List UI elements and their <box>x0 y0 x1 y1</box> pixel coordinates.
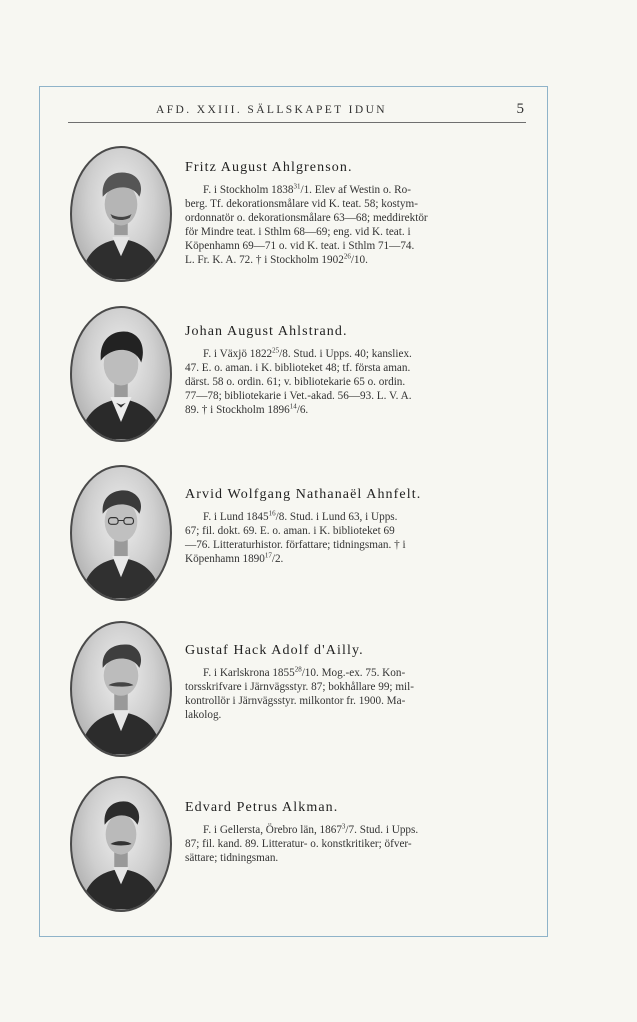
portrait-photo <box>70 776 172 912</box>
entry-line: Köpenhamn 69—71 o. vid K. teat. i Sthlm 71—74. <box>185 240 415 252</box>
entry-line: lakolog. <box>185 709 222 721</box>
entry-text <box>185 160 527 267</box>
entry-text <box>185 800 527 865</box>
entry-line: sättare; tidningsman. <box>185 852 279 864</box>
entry-line: F. i Karlskrona 1855$^{28}$/10. Mog.-ex. 75. Kon- <box>203 665 406 679</box>
portrait-photo <box>70 146 172 282</box>
person-name: Gustaf Hack Adolf d'Ailly. <box>185 643 364 658</box>
entry-line: torsskrifvare i Järnvägsstyr. 87; bokhållare 99; mil- <box>185 681 414 693</box>
person-silhouette-icon <box>72 778 170 910</box>
biography-entry <box>70 621 530 761</box>
person-name: Johan August Ahlstrand. <box>185 324 348 339</box>
entry-text <box>185 643 527 722</box>
portrait-photo <box>70 621 172 757</box>
entry-line: L. Fr. K. A. 72. † i Stockholm 1902$^{26}$/10. <box>185 252 368 266</box>
entry-line: F. i Gellersta, Örebro län, 1867$^3$/7. Stud. i Upps. <box>203 822 419 836</box>
entry-line: för Mindre teat. i Sthlm 68—69; eng. vid K. teat. i <box>185 226 411 238</box>
entry-line: F. i Stockholm 1838$^{31}$/1. Elev af Westin o. Ro- <box>203 182 411 196</box>
entry-line: 89. † i Stockholm 1896$^{14}$/6. <box>185 402 309 416</box>
biography-entry <box>70 146 530 286</box>
portrait-photo <box>70 465 172 601</box>
biography-entry <box>70 776 530 916</box>
entry-text <box>185 487 527 566</box>
portrait-photo <box>70 306 172 442</box>
header-title: AFD. XXIII. SÄLLSKAPET IDUN <box>156 104 388 116</box>
person-silhouette-icon <box>72 148 170 280</box>
entry-line: Köpenhamn 1890$^{17}$/2. <box>185 551 284 565</box>
entry-line: 87; fil. kand. 89. Litteratur- o. konstkritiker; öfver- <box>185 838 412 850</box>
entry-line: 67; fil. dokt. 69. E. o. aman. i K. biblioteket 69 <box>185 525 395 537</box>
person-name: Arvid Wolfgang Nathanaël Ahnfelt. <box>185 487 422 502</box>
person-name: Fritz August Ahlgrenson. <box>185 160 353 175</box>
biography-entry <box>70 306 530 446</box>
person-silhouette-icon <box>72 467 170 599</box>
entry-line: berg. Tf. dekorationsmålare vid K. teat. 58; kostym- <box>185 198 418 210</box>
entry-line: —76. Litteraturhistor. författare; tidningsman. † i <box>185 539 406 551</box>
person-silhouette-icon <box>72 623 170 755</box>
running-header <box>68 100 526 123</box>
entry-line: därst. 58 o. ordin. 61; v. bibliotekarie 65 o. ordin. <box>185 376 406 388</box>
person-silhouette-icon <box>72 308 170 440</box>
entry-line: F. i Växjö 1822$^{25}$/8. Stud. i Upps. 40; kansliex. <box>203 346 412 360</box>
entry-text <box>185 324 527 417</box>
entry-line: F. i Lund 1845$^{16}$/8. Stud. i Lund 63, i Upps. <box>203 509 398 523</box>
entry-line: kontrollör i Järnvägsstyr. milkontor fr. 1900. Ma- <box>185 695 406 707</box>
person-name: Edvard Petrus Alkman. <box>185 800 339 815</box>
entry-line: 77—78; bibliotekarie i Vet.-akad. 56—93. L. V. A. <box>185 390 412 402</box>
page-number: 5 <box>516 101 524 117</box>
entry-line: ordonnatör o. dekorationsmålare 63—68; meddirektör <box>185 212 428 224</box>
biography-entry <box>70 465 530 605</box>
entry-line: 47. E. o. aman. i K. biblioteket 48; tf. första aman. <box>185 362 411 374</box>
